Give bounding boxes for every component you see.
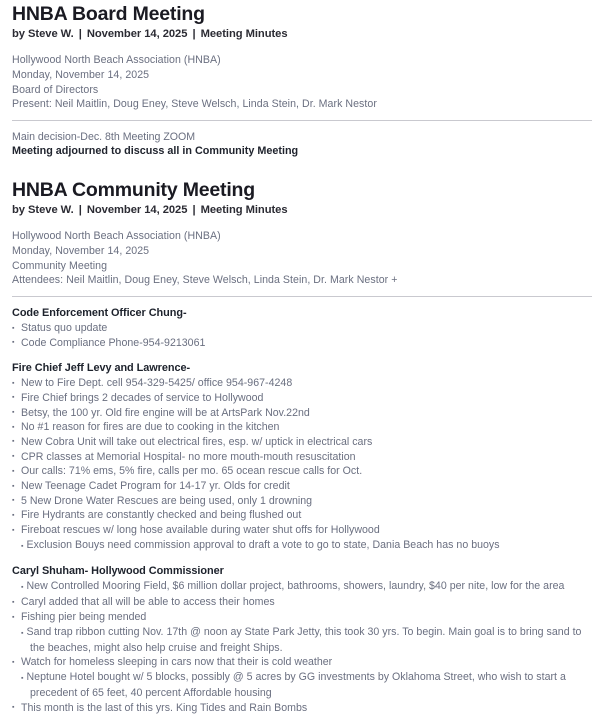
page-title: HNBA Community Meeting — [12, 178, 255, 201]
bullet-item: ▪ 5 New Drone Water Rescues are being used, only 1 drowning — [12, 494, 592, 509]
post-byline — [12, 27, 592, 42]
meeting-minutes-article — [12, 159, 592, 716]
bullet-item: ▪ Neptune Hotel bought w/ 5 blocks, possibly @ 5 acres by GG investments by Oklahoma Street, who wish to start a precedent of 65 feet, 40 percent Affordable housing — [21, 670, 592, 701]
section-heading: Caryl Shuham- Hollywood Commissioner — [12, 564, 224, 577]
byline-date: November 14, 2025 — [86, 27, 188, 40]
section-divider — [12, 120, 592, 121]
bullet-item: ▪ Caryl added that all will be able to access their homes — [12, 595, 592, 610]
byline-category: Meeting Minutes — [200, 203, 288, 216]
bullet-item: ▪ Fire Chief brings 2 decades of service to Hollywood — [12, 391, 592, 406]
meeting-meta — [12, 53, 592, 111]
bullet-item: ▪ Exclusion Bouys need commission approval to draft a vote to go to state, Dania Beach has no buoys — [21, 538, 592, 554]
bullet-item: ▪ Code Compliance Phone-954-9213061 — [12, 336, 592, 351]
byline-author: by Steve W. — [12, 27, 74, 40]
meta-line: Community Meeting — [12, 259, 108, 272]
bullet-item: ▪ This month is the last of this yrs. King Tides and Rain Bombs — [12, 701, 592, 716]
bullet-item: ▪ Watch for homeless sleeping in cars now that their is cold weather — [12, 655, 592, 670]
meta-line: Board of Directors — [12, 83, 99, 96]
meeting-minutes-article — [12, 4, 592, 159]
article-spacer — [12, 159, 592, 180]
bullet-item: ▪ Fireboat rescues w/ long hose available during water shut offs for Hollywood — [12, 523, 592, 538]
meta-line: Monday, November 14, 2025 — [12, 244, 150, 257]
bullet-item: ▪ Sand trap ribbon cutting Nov. 17th @ noon ay State Park Jetty, this took 30 yrs. To begin. Main goal is to bring sand to the beaches, might also help cruise and freight Ships. — [21, 625, 592, 656]
minutes-section — [12, 361, 592, 554]
minutes-section — [12, 306, 592, 351]
bullet-item: ▪ Betsy, the 100 yr. Old fire engine will be at ArtsPark Nov.22nd — [12, 406, 592, 421]
note-line: Main decision-Dec. 8th Meeting ZOOM — [12, 130, 196, 143]
decision-notes — [12, 130, 592, 159]
byline-separator: | — [78, 27, 82, 40]
meeting-meta — [12, 229, 592, 287]
byline-date: November 14, 2025 — [86, 203, 188, 216]
meta-line: Attendees: Neil Maitlin, Doug Eney, Steve Welsch, Linda Stein, Dr. Mark Nestor + — [12, 274, 398, 287]
meta-line: Monday, November 14, 2025 — [12, 68, 150, 81]
post-byline — [12, 203, 592, 218]
meta-line: Hollywood North Beach Association (HNBA) — [12, 54, 221, 67]
section-heading: Fire Chief Jeff Levy and Lawrence- — [12, 361, 191, 374]
documents-container — [12, 4, 592, 716]
byline-author: by Steve W. — [12, 203, 74, 216]
meta-line: Present: Neil Maitlin, Doug Eney, Steve Welsch, Linda Stein, Dr. Mark Nestor — [12, 98, 377, 111]
page-title: HNBA Board Meeting — [12, 3, 205, 25]
byline-separator: | — [192, 27, 196, 40]
meta-line: Hollywood North Beach Association (HNBA) — [12, 230, 221, 243]
bullet-item: ▪ New Controlled Mooring Field, $6 million dollar project, bathrooms, showers, laundry, $40 per nite, low for the area — [21, 579, 592, 595]
bullet-item: ▪ Our calls: 71% ems, 5% fire, calls per mo. 65 ocean rescue calls for Oct. — [12, 464, 592, 479]
byline-category: Meeting Minutes — [200, 27, 288, 40]
bullet-item: ▪ Fire Hydrants are constantly checked and being flushed out — [12, 508, 592, 523]
bullet-item: ▪ CPR classes at Memorial Hospital- no more mouth-mouth resuscitation — [12, 450, 592, 465]
bullet-item: ▪ New Cobra Unit will take out electrical fires, esp. w/ uptick in electrical cars — [12, 435, 592, 450]
bullet-item: ▪ No #1 reason for fires are due to cooking in the kitchen — [12, 420, 592, 435]
note-line: Meeting adjourned to discuss all in Community Meeting — [12, 145, 299, 158]
bullet-item: ▪ New Teenage Cadet Program for 14-17 yr. Olds for credit — [12, 479, 592, 494]
byline-separator: | — [78, 203, 82, 216]
byline-separator: | — [192, 203, 196, 216]
bullet-item: ▪ Fishing pier being mended — [12, 610, 592, 625]
bullet-item: ▪ Status quo update — [12, 321, 592, 336]
minutes-section — [12, 564, 592, 716]
bullet-item: ▪ New to Fire Dept. cell 954-329-5425/ office 954-967-4248 — [12, 376, 592, 391]
section-heading: Code Enforcement Officer Chung- — [12, 306, 187, 319]
section-divider — [12, 296, 592, 297]
